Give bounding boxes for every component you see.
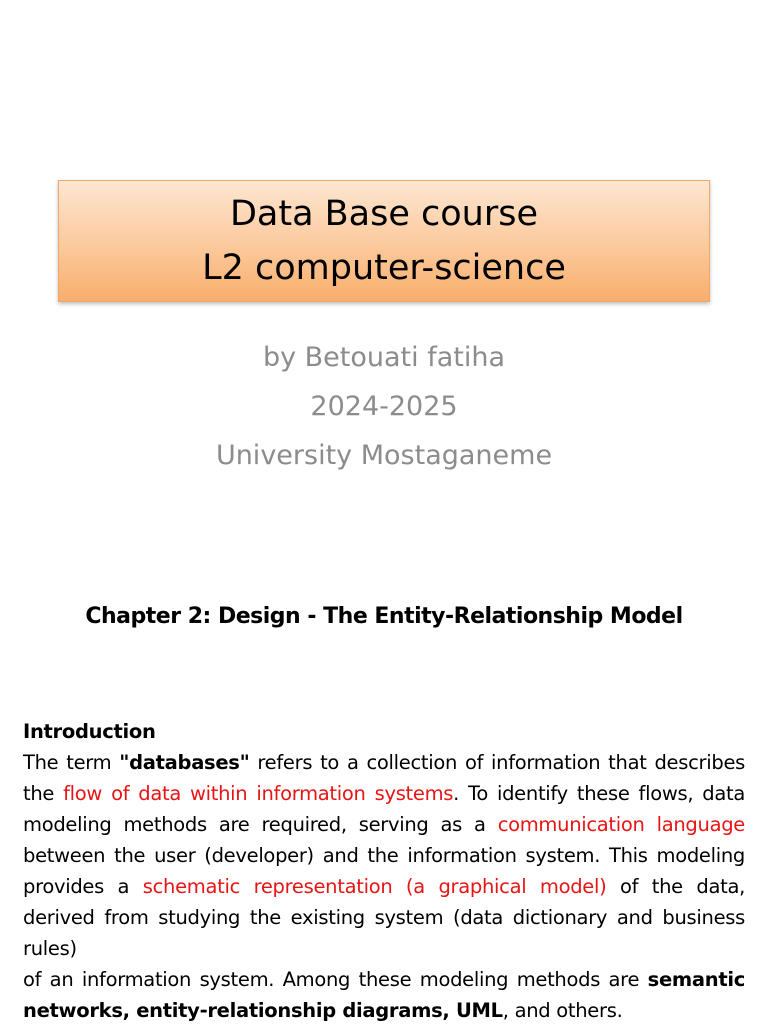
text-run: of an information system. Among these modeling methods are: [23, 968, 648, 991]
text-run: refers to a collection of information that describes the: [23, 751, 746, 805]
bold-term-databases: "databases": [119, 751, 250, 774]
introduction-paragraph-1: [23, 747, 745, 964]
introduction-section: [23, 716, 745, 1026]
introduction-heading: Introduction: [23, 720, 156, 743]
introduction-paragraph-2: [23, 964, 745, 1026]
title-line-2: L2 computer-science: [202, 248, 566, 288]
text-run: between the user (developer) and the information system. This modeling provides a: [23, 844, 745, 898]
title-box: [58, 180, 710, 302]
text-run: , and others.: [502, 999, 623, 1022]
text-run: The term: [23, 751, 120, 774]
bold-modeling-methods: semantic networks, entity-relationship diagrams, UML: [23, 968, 745, 1022]
highlight-flow-of-data: flow of data within information systems: [63, 782, 454, 805]
author-name: by Betouati fatiha: [262, 342, 506, 373]
academic-year: 2024-2025: [310, 391, 458, 422]
university-name: University Mostaganeme: [215, 440, 553, 471]
highlight-schematic-representation: schematic representation (a graphical model): [142, 875, 607, 898]
subtitle-block: [0, 333, 768, 480]
text-run: of the data, derived from studying the existing system (data dictionary and business rules): [23, 875, 745, 960]
chapter-title: Chapter 2: Design - The Entity-Relationship Model: [85, 604, 683, 629]
title-line-1: Data Base course: [229, 194, 539, 234]
highlight-communication-language: communication language: [497, 813, 745, 836]
text-run: . To identify these flows, data modeling methods are required, serving as a: [23, 782, 745, 836]
